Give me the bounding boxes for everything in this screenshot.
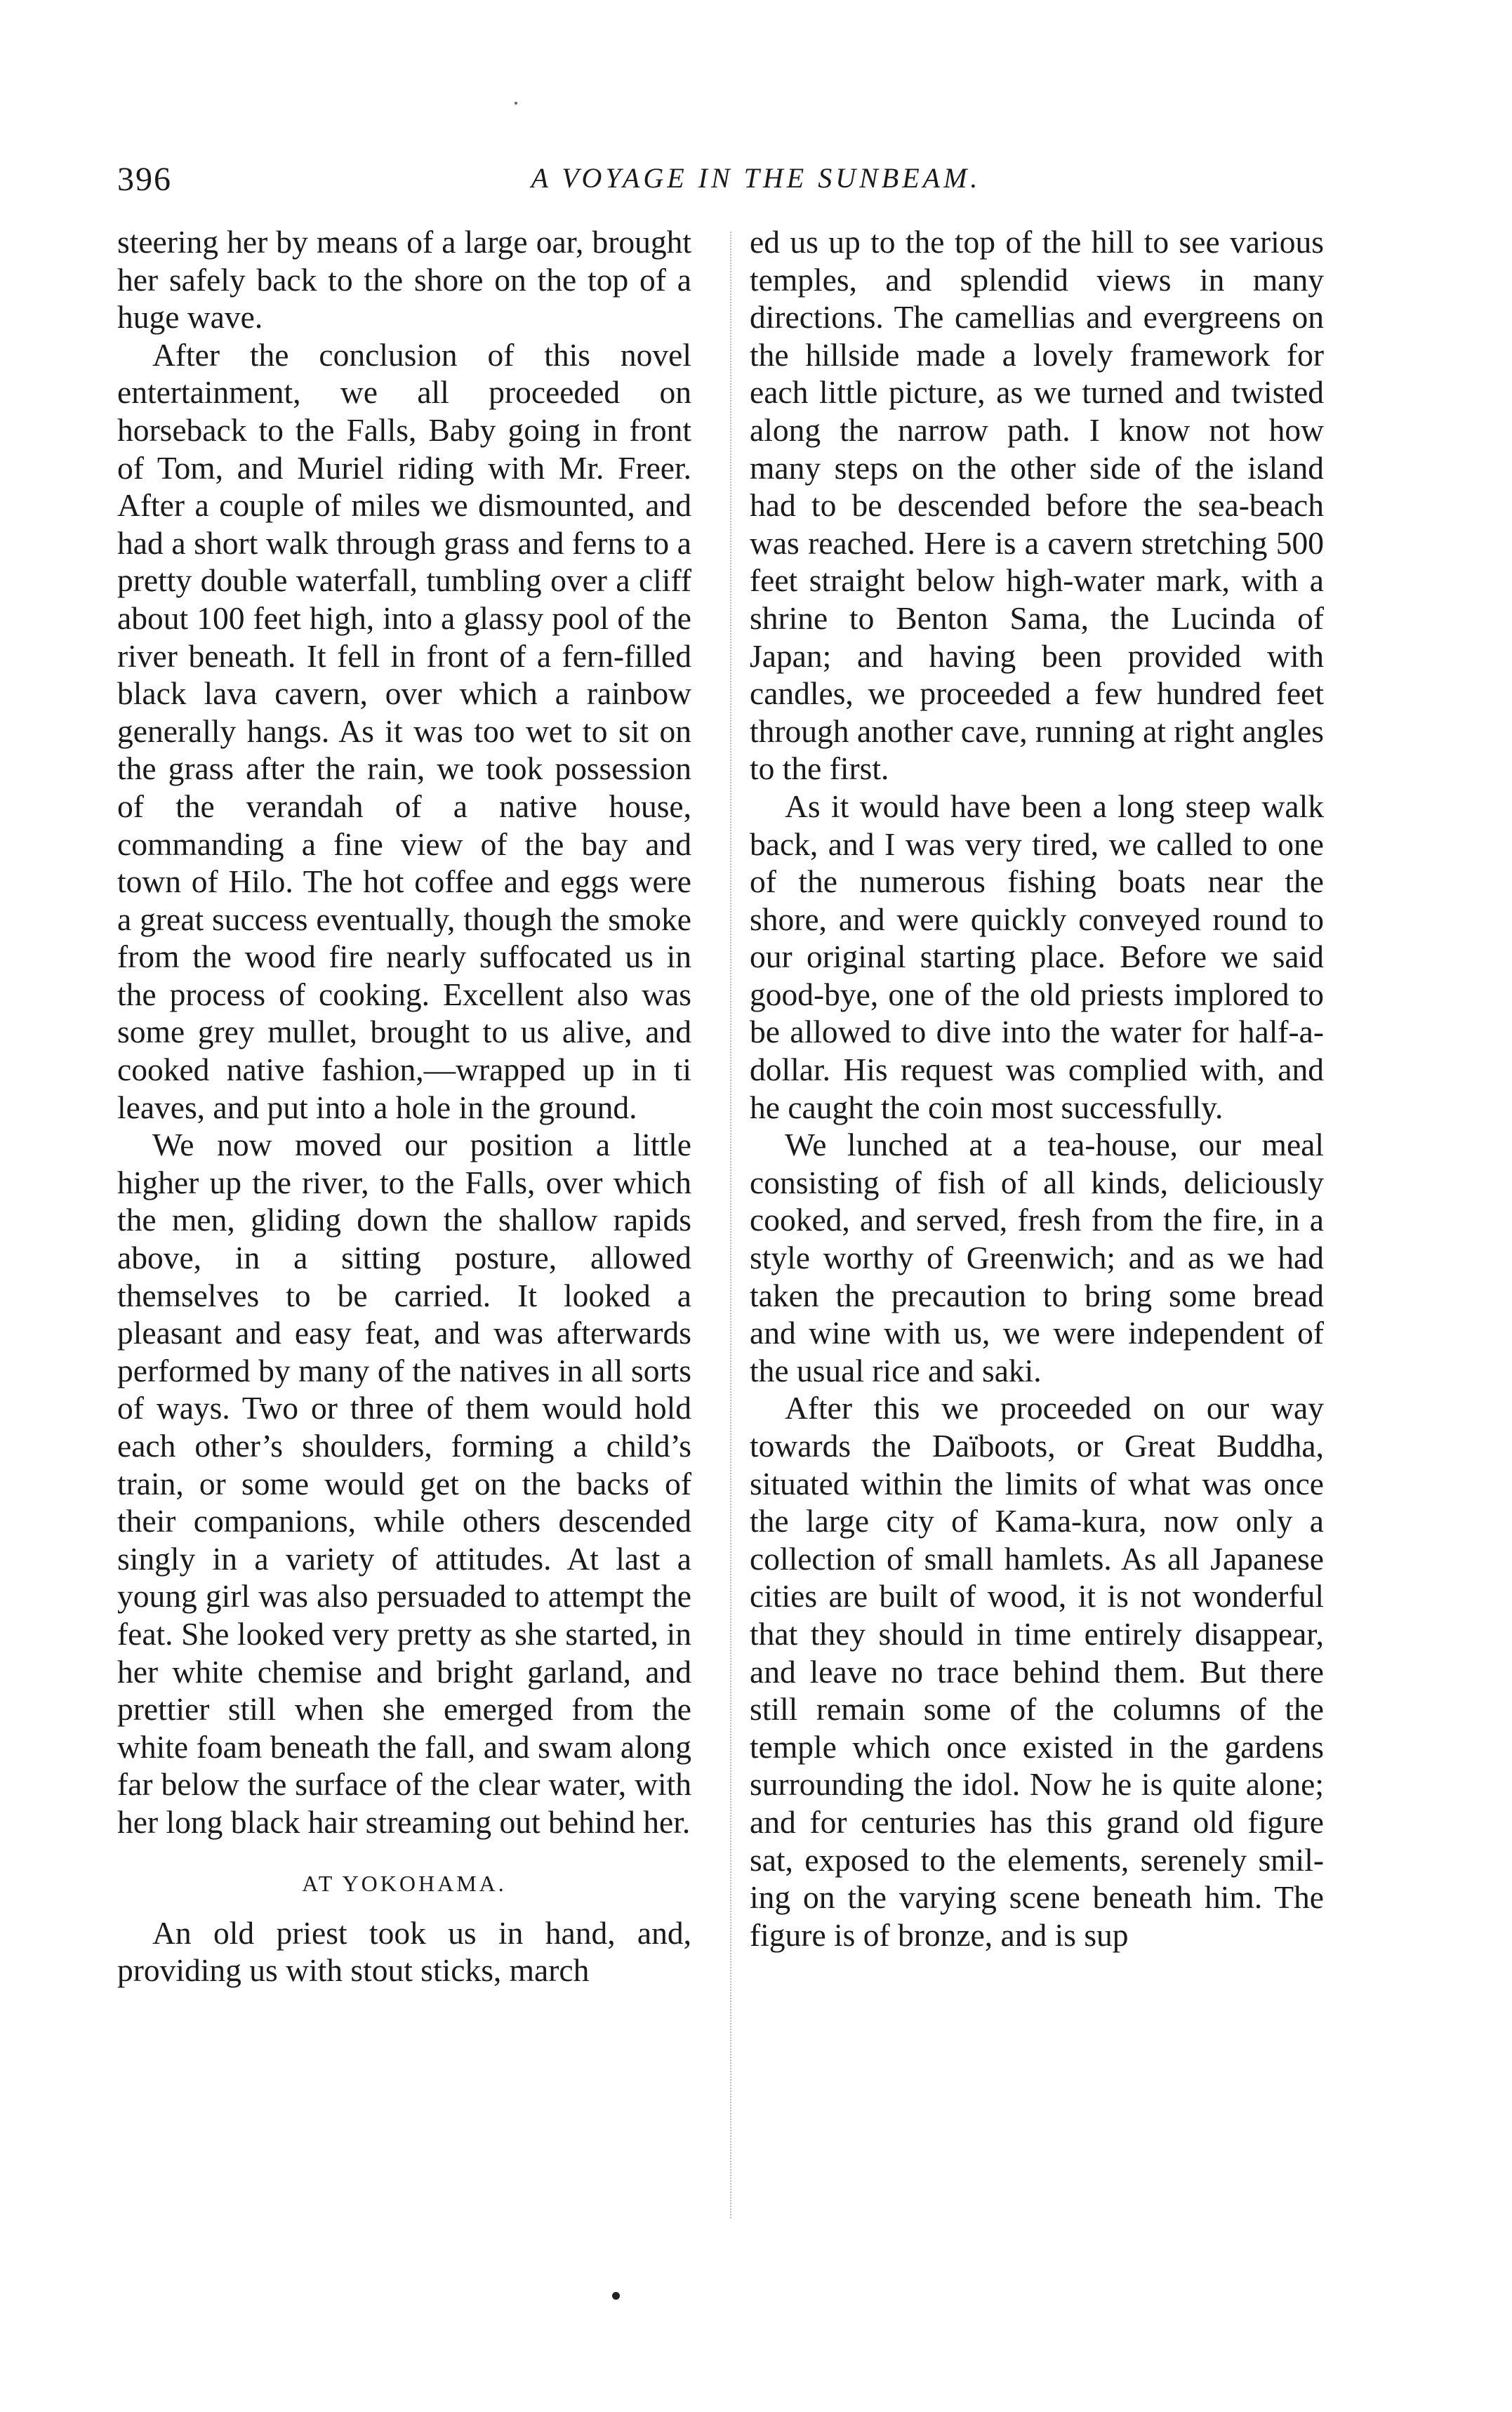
right-column xyxy=(750,223,1324,1954)
paragraph: steering her by means of a large oar, brought her safely back to the shore on the top of a huge wave. xyxy=(117,224,691,336)
left-column xyxy=(117,223,691,1989)
paragraph: After this we proceeded on our way towards the Daïboots, or Great Buddha, situated within the limits of what was once the large city of Kama-kura, now only a collection of small hamlets. As all Japanese cities are built of wood, it is not wonderful that they should in time entirely disappear, and leave no trace behind them. But there still remain some of the columns of the temple which once existed in the gardens surrounding the idol. Now he is quite alone; and for centuries has this grand old figure sat, exposed to the elements, serenely smiling on the varying scene beneath him. The figure is of bronze, and is sup xyxy=(750,1390,1324,1953)
page-number: 396 xyxy=(117,161,172,198)
column-gutter-rule xyxy=(730,232,731,2218)
paper-speck xyxy=(515,102,517,105)
paragraph: We now moved our position a little higher up the river, to the Falls, over which the men, gliding down the shallow rapids above, in a sitting posture, allowed themselves to be carried. It looked a pleasant and easy feat, and was afterwards performed by many of the natives in all sorts of ways. Two or three of them would hold each other’s shoulders, forming a child’s train, or some would get on the backs of their companions, while others descended singly in a variety of attitudes. At last a young girl was also persuaded to attempt the feat. She looked very pretty as she started, in her white chemise and bright garland, and prettier still when she emerged from the white foam beneath the fall, and swam along far below the surface of the clear water, with her long black hair streaming out behind her. xyxy=(117,1127,691,1840)
paragraph: An old priest took us in hand, and, providing us with stout sticks, march xyxy=(117,1914,691,1989)
running-title: A VOYAGE IN THE SUNBEAM. xyxy=(531,162,981,194)
paragraph: ed us up to the top of the hill to see various temples, and splendid views in many directions. The camellias and evergreens on the hillside made a lovely framework for each little picture, as we turned and twisted along the narrow path. I know not how many steps on the other side of the island had to be descended before the sea-beach was reached. Here is a cavern stretching 500 feet straight below high-water mark, with a shrine to Benton Sama, the Lucinda of Japan; and having been provided with candles, we proceeded a few hundred feet through another cave, running at right angles to the first. xyxy=(750,224,1324,787)
paragraph: After the conclusion of this novel entertainment, we all proceeded on horseback to the Falls, Baby going in front of Tom, and Muriel riding with Mr. Freer. After a couple of miles we dismounted, and had a short walk through grass and ferns to a pretty double waterfall, tumbling over a cliff about 100 feet high, into a glassy pool of the river beneath. It fell in front of a fern-filled black lava cavern, over which a rainbow generally hangs. As it was too wet to sit on the grass after the rain, we took possession of the verandah of a native house, commanding a fine view of the bay and town of Hilo. The hot coffee and eggs were a great success eventually, though the smoke from the wood fire nearly suffocated us in the process of cooking. Excellent also was some grey mullet, brought to us alive, and cooked native fashion,—wrapped up in ti leaves, and put into a hole in the ground. xyxy=(117,336,691,1125)
print-mark xyxy=(612,2292,620,2300)
section-heading: AT YOKOHAMA. xyxy=(302,1870,507,1896)
paragraph: We lunched at a tea-house, our meal consisting of fish of all kinds, deliciously cooked, and served, fresh from the fire, in a style worthy of Greenwich; and as we had taken the precaution to bring some bread and wine with us, we were independent of the usual rice and saki. xyxy=(750,1127,1324,1389)
paragraph: As it would have been a long steep walk back, and I was very tired, we called to one of the numerous fishing boats near the shore, and were quickly conveyed round to our original starting place. Before we said good-bye, one of the old priests implored to be allowed to dive into the water for half-a-dollar. His request was complied with, and he caught the coin most successfully. xyxy=(750,788,1324,1125)
